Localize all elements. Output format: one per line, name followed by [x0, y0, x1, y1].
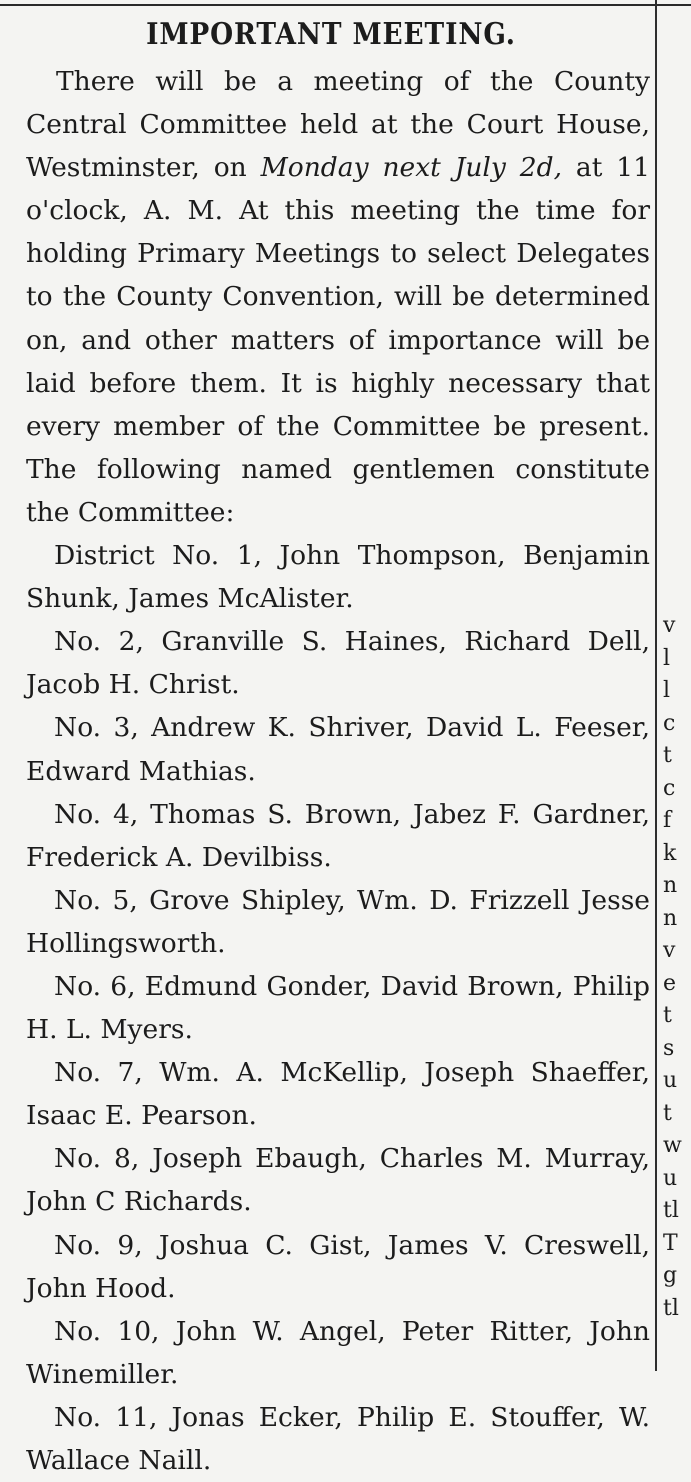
intro-date: Monday next July 2d,: [260, 152, 562, 184]
adjacent-column-fragment: tl: [663, 1198, 679, 1223]
adjacent-column-fragment: c: [663, 710, 676, 736]
adjacent-column-fragment: e: [663, 970, 677, 996]
adjacent-column-fragment: f: [663, 808, 672, 833]
article-body: [10, 60, 652, 1482]
intro-text-1: There will be a meeting of the County Central Committee held at the Court House, Westminster, on: [26, 66, 650, 184]
adjacent-column-fragment: u: [663, 1068, 678, 1093]
adjacent-column-fragment: s: [663, 1035, 675, 1061]
district-entry: No. 8, Joseph Ebaugh, Charles M. Murray, John C Richards.: [26, 1143, 650, 1218]
top-rule: [0, 4, 691, 6]
district-entry: No. 3, Andrew K. Shriver, David L. Feeser, Edward Mathias.: [26, 712, 650, 787]
intro-text-2: at 11 o'clock, A. M. At this meeting the time for holding Primary Meetings to select Delegates to the County Convention, will be determined on, and other matters of importance will be laid before them. It is highly necessary that every member of the Committee be present. The following named gentlemen constitute the Committee:: [26, 152, 650, 528]
district-entry: No. 7, Wm. A. McKellip, Joseph Shaeffer, Isaac E. Pearson.: [26, 1057, 650, 1132]
adjacent-column-fragment: g: [663, 1263, 678, 1288]
adjacent-column-fragment: t: [663, 743, 672, 768]
adjacent-column-fragment: T: [663, 1230, 678, 1256]
adjacent-column-fragment: tl: [663, 1295, 679, 1321]
district-entry: No. 11, Jonas Ecker, Philip E. Stouffer, W. Wallace Naill.: [26, 1401, 650, 1476]
district-entry: No. 10, John W. Angel, Peter Ritter, John Winemiller.: [26, 1315, 650, 1390]
adjacent-column-fragment: k: [663, 840, 677, 866]
district-entry: District No. 1, John Thompson, Benjamin Shunk, James McAlister.: [26, 540, 650, 615]
adjacent-column-fragment: n: [663, 873, 678, 898]
column-divider: [655, 0, 657, 1371]
headline: IMPORTANT MEETING.: [146, 17, 516, 52]
adjacent-column-fragment: w: [663, 1133, 682, 1158]
adjacent-column-fragment: t: [663, 1003, 672, 1028]
district-entry: No. 9, Joshua C. Gist, James V. Creswell, John Hood.: [26, 1229, 650, 1304]
district-entry: No. 4, Thomas S. Brown, Jabez F. Gardner, Frederick A. Devilbiss.: [26, 798, 650, 873]
adjacent-column-fragment: l: [663, 678, 671, 703]
district-entry: No. 2, Granville S. Haines, Richard Dell, Jacob H. Christ.: [26, 626, 650, 701]
district-entry: No. 5, Grove Shipley, Wm. D. Frizzell Jesse Hollingsworth.: [26, 884, 650, 959]
adjacent-column-fragment: l: [663, 645, 671, 671]
adjacent-column-fragment: v: [663, 938, 676, 963]
article-column: [10, 10, 652, 1482]
adjacent-column-fragment: v: [663, 613, 676, 638]
adjacent-column-fragment: c: [663, 775, 676, 801]
intro-paragraph: [26, 60, 650, 534]
adjacent-column-fragment: u: [663, 1165, 678, 1191]
adjacent-column-fragment: t: [663, 1100, 672, 1126]
adjacent-column-fragment: n: [663, 905, 678, 931]
district-entry: No. 6, Edmund Gonder, David Brown, Philip H. L. Myers.: [26, 970, 650, 1046]
